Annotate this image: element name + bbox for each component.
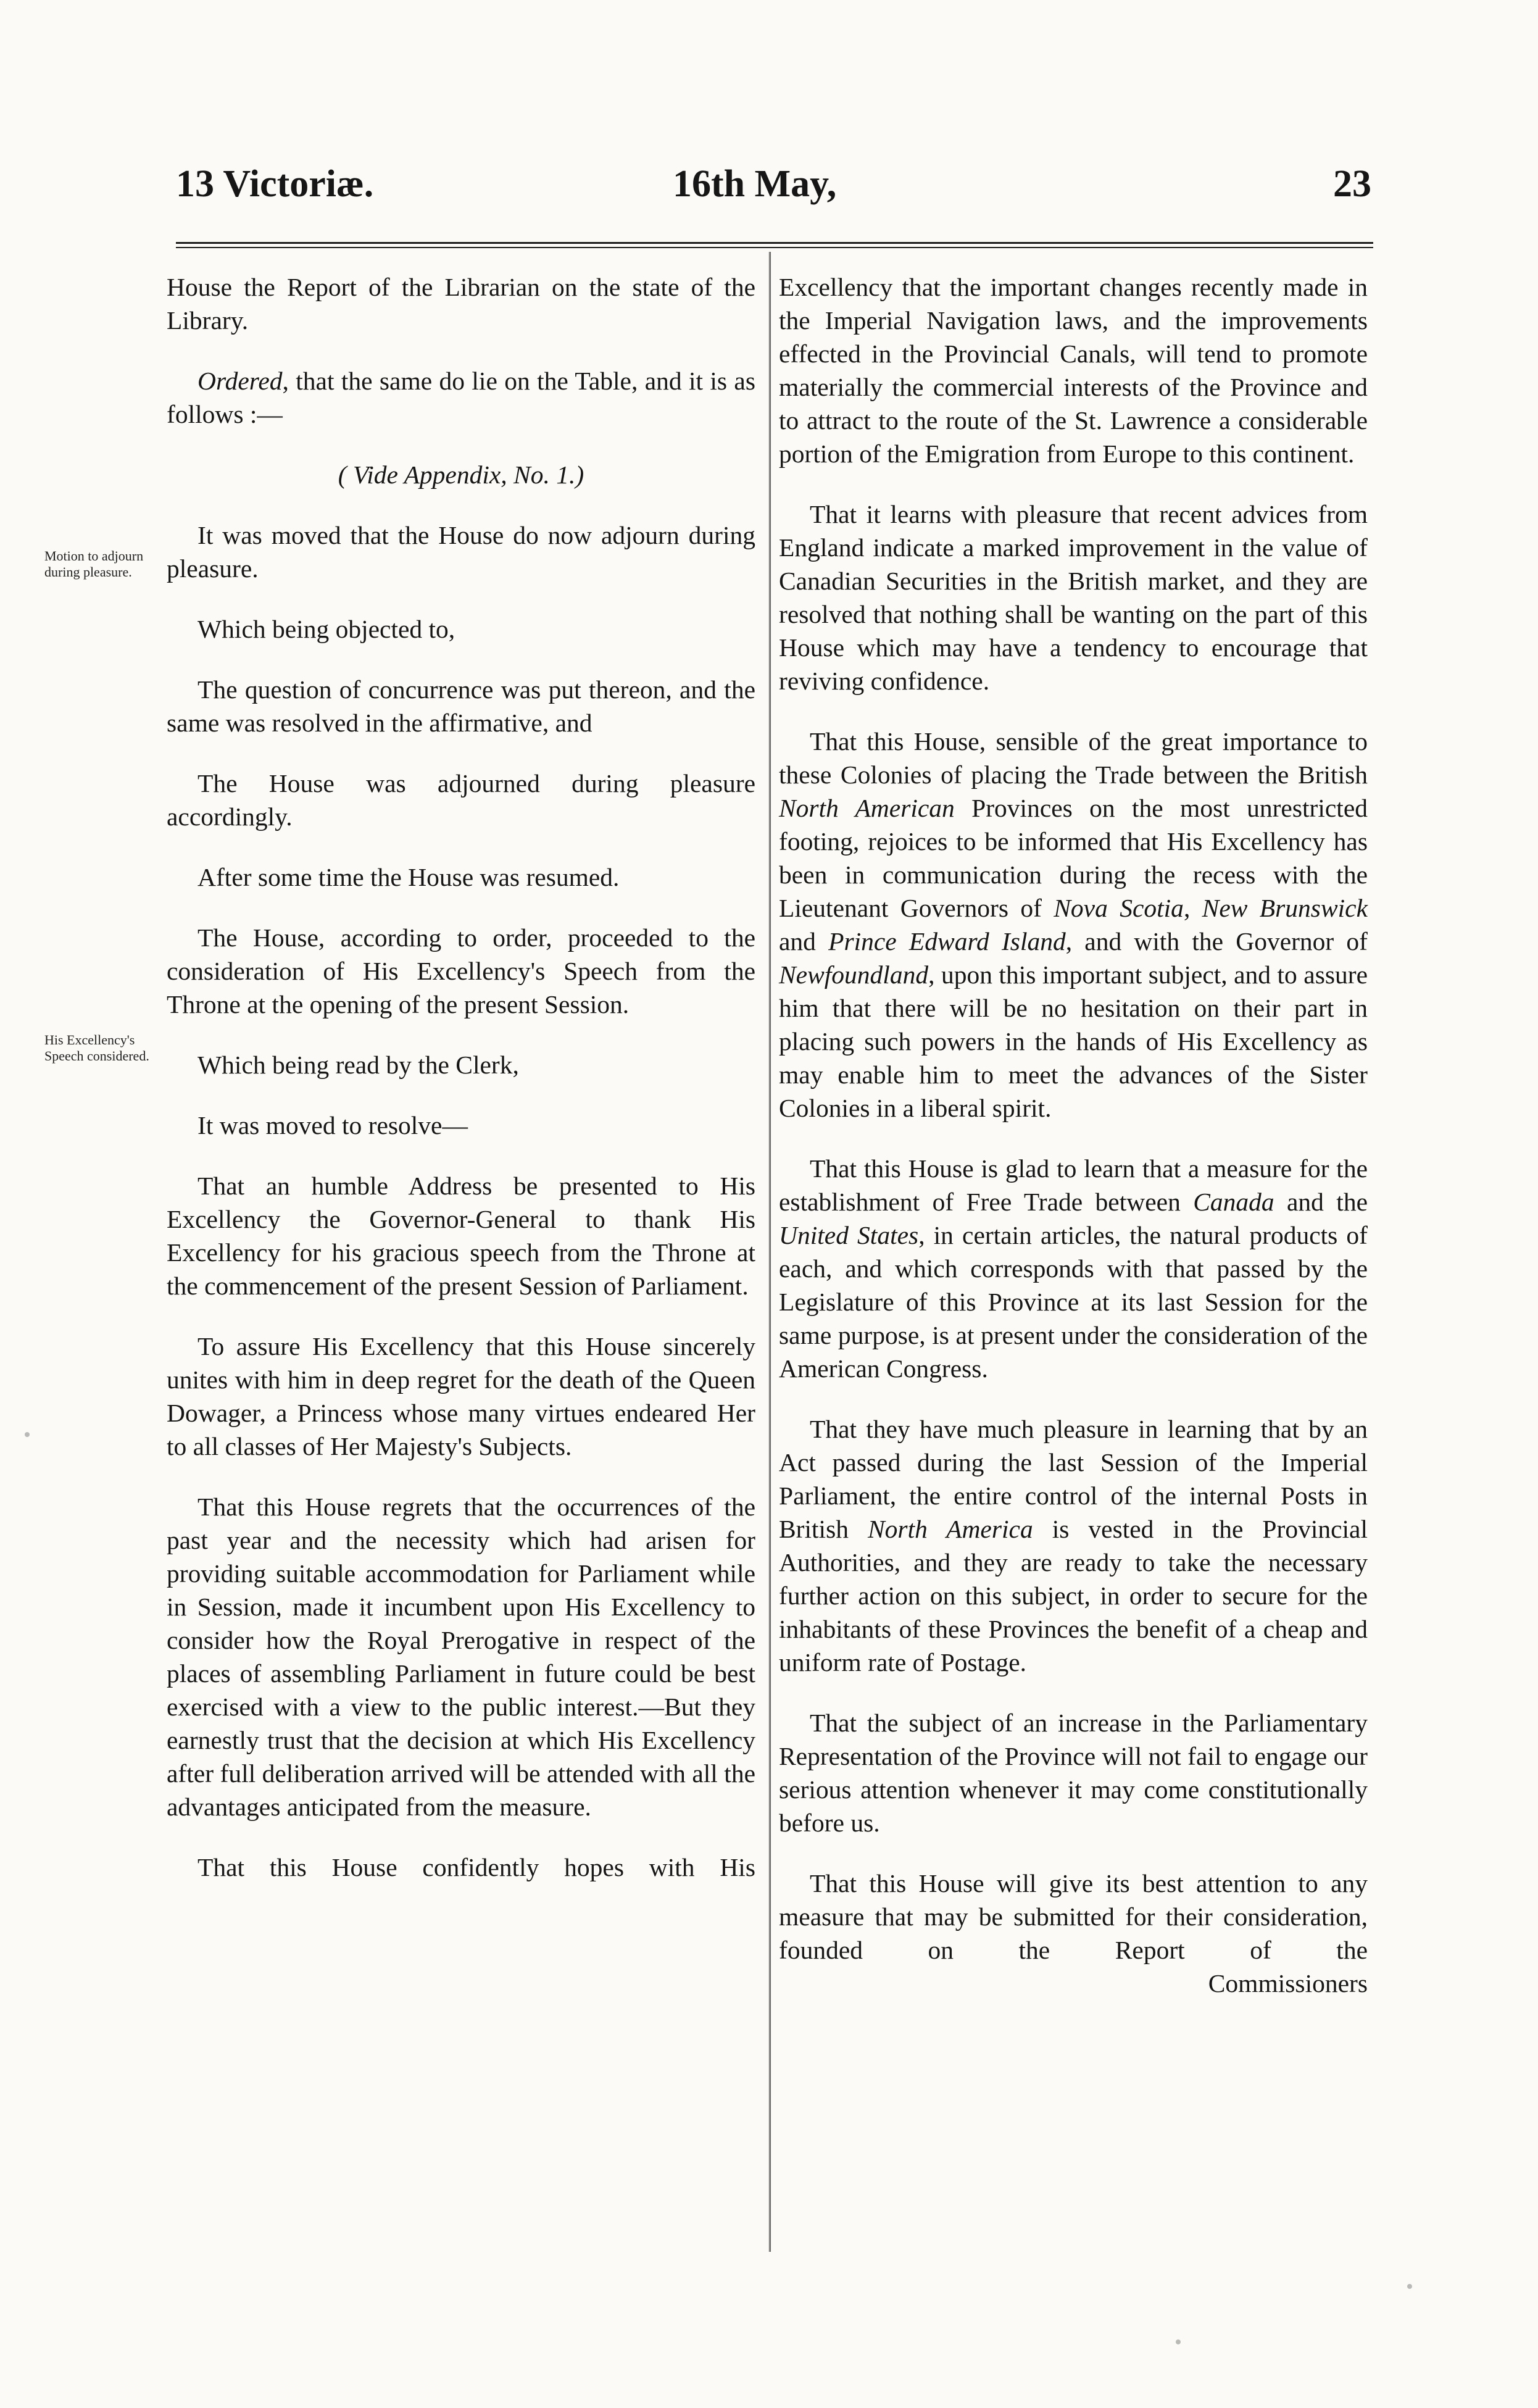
text: and the: [1274, 1188, 1368, 1216]
text: is vested in the Provincial Authorities, and they are ready to take the necessary further action on this subject, in order to secure for the inhabitants of these Provinces the benefit of a cheap and uniform rate of Postage.: [779, 1515, 1368, 1677]
paper-speck: [1407, 2284, 1412, 2289]
italic-text: North America: [868, 1515, 1033, 1543]
text: ,: [1183, 894, 1202, 922]
italic-text: ( Vide Appendix, No. 1.): [338, 460, 584, 489]
paragraph: That this House regrets that the occurrences of the past year and the necessity which had arisen for providing suitable accommodation for Parliament while in Session, made it incumbent upon His Excellency to consider how the Royal Prerogative in respect of the places of assembling Parliament in future could be best exercised with a view to the public interest.—But they earnestly trust that the decision at which His Excellency after full deliberation arrived will be attended with all the advantages anticipated from the measure.: [167, 1493, 755, 1821]
italic-text: Newfoundland: [779, 960, 929, 989]
text: , that the same do lie on the Table, and it is as follows :—: [167, 367, 755, 428]
paragraph: [779, 1412, 1368, 1679]
paper-speck: [25, 1432, 30, 1437]
header-regnal-year: 13 Victoriæ.: [176, 163, 374, 205]
text: That this House is glad to learn that a measure for the establishment of Free Trade between: [779, 1154, 1368, 1216]
right-column: [779, 270, 1368, 2000]
text: Provinces on the most unrestricted footing, rejoices to be informed that His Excellency has been in communication during the recess with the Lieutenant Governors of: [779, 794, 1368, 922]
paragraph: Excellency that the important changes recently made in the Imperial Navigation laws, and the improvements effected in the Provincial Canals, will tend to promote materially the commercial interests of the Province and to attract to the route of the St. Lawrence a considerable portion of the Emigration from Europe to this continent.: [779, 273, 1368, 468]
column-divider: [769, 252, 771, 2252]
italic-text: United States: [779, 1221, 919, 1249]
italic-text: Prince Edward Island: [828, 927, 1066, 956]
paragraph: The House, according to order, proceeded to the consideration of His Excellency's Speech from the Throne at the opening of the present Session.: [167, 923, 755, 1019]
paragraph: The question of concurrence was put thereon, and the same was resolved in the affirmative, and: [167, 675, 755, 737]
paragraph: That it learns with pleasure that recent advices from England indicate a marked improvement in the value of Canadian Securities in the British market, and they are resolved that nothing shall be wanting on the part of this House which may have a tendency to encourage that reviving confidence.: [779, 500, 1368, 695]
paragraph: [779, 1152, 1368, 1385]
paragraph: To assure His Excellency that this House sincerely unites with him in deep regret for the death of the Queen Dowager, a Princess whose many virtues endeared Her to all classes of Her Majesty's Subjects.: [167, 1332, 755, 1460]
text: , upon this important subject, and to assure him that there will be no hesitation on their part in placing such powers in the hands of His Excellency as may enable him to meet the advances of the Sister Colonies in a liberal spirit.: [779, 960, 1368, 1122]
paragraph: The House was adjourned during pleasure accordingly.: [167, 769, 755, 831]
margin-note-adjourn: Motion to adjourn during pleasure.: [44, 548, 144, 580]
paragraph: It was moved that the House do now adjourn during pleasure.: [167, 521, 755, 583]
catchword: Commissioners: [1208, 1969, 1368, 1998]
appendix-reference: [167, 458, 755, 491]
paragraph: That the subject of an increase in the Parliamentary Representation of the Province will not fail to engage our serious attention whenever it may come constitutionally before us.: [779, 1709, 1368, 1837]
text: , in certain articles, the natural products of each, and which corresponds with that passed by the Legislature of this Province at its last Session for the same purpose, is at present under the consideration of the American Congress.: [779, 1221, 1368, 1383]
paragraph: House the Report of the Librarian on the state of the Library.: [167, 273, 755, 335]
header-date: 16th May,: [673, 163, 837, 205]
running-header: [0, 159, 1538, 227]
italic-text: New Brunswick: [1202, 894, 1368, 922]
paragraph: [779, 725, 1368, 1125]
italic-text: Nova Scotia: [1054, 894, 1184, 922]
paragraph: Which being read by the Clerk,: [197, 1051, 519, 1079]
text: That this House, sensible of the great importance to these Colonies of placing the Trade between the British: [779, 727, 1368, 789]
text: and: [779, 927, 829, 956]
margin-note-speech: His Excellency's Speech considered.: [44, 1032, 149, 1064]
text: , and with the Governor of: [1065, 927, 1368, 956]
header-rule: [176, 242, 1373, 244]
header-rule-secondary: [176, 247, 1373, 248]
paragraph: Which being objected to,: [197, 615, 455, 643]
italic-text: North American: [779, 794, 955, 822]
paragraph: [167, 364, 755, 431]
paragraph: That an humble Address be presented to His Excellency the Governor-General to thank His Excellency for his gracious speech from the Throne at the commencement of the present Session of Parliament.: [167, 1172, 755, 1300]
page-number: 23: [1333, 163, 1371, 205]
paragraph: That this House confidently hopes with His: [197, 1853, 755, 1881]
paragraph: After some time the House was resumed.: [197, 863, 620, 891]
italic-text: Ordered: [197, 367, 283, 395]
italic-text: Canada: [1193, 1188, 1274, 1216]
left-column: [167, 270, 755, 1884]
paper-speck: [1176, 2339, 1181, 2344]
text: That they have much pleasure in learning that by an Act passed during the last Session of the Imperial Parliament, the entire control of the internal Posts in British: [779, 1415, 1368, 1543]
paragraph: It was moved to resolve—: [197, 1111, 468, 1139]
paragraph: That this House will give its best attention to any measure that may be submitted for their consideration, founded on the Report of the: [779, 1869, 1368, 1964]
